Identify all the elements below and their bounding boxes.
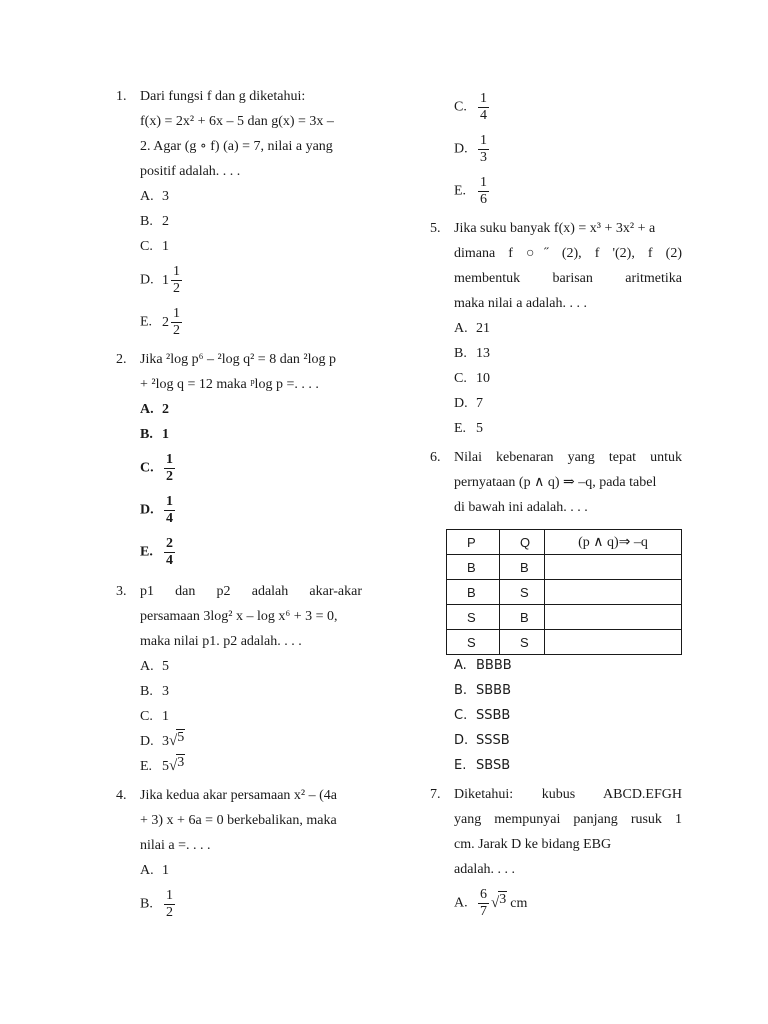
- option-c[interactable]: C. $\frac{1}{2}$: [140, 451, 173, 484]
- fraction: $\frac{6}{7}$: [480, 886, 487, 919]
- fraction: $\frac{1}{4}$: [480, 90, 487, 123]
- table-cell: B: [500, 605, 545, 630]
- fraction: $\frac{2}{4}$: [166, 535, 173, 568]
- option-b[interactable]: B. 3: [140, 684, 169, 699]
- table-cell: B: [500, 555, 545, 580]
- question-5: [430, 216, 682, 441]
- question-text-line: membentuk barisan aritmetika: [454, 271, 682, 286]
- table-cell: S: [500, 630, 545, 655]
- question-text-line: persamaan 3log² x – log x⁶ + 3 = 0,: [140, 609, 338, 624]
- question-number: 3.: [116, 584, 127, 599]
- left-column: [116, 84, 362, 929]
- truth-table: [446, 529, 682, 655]
- question-3: [116, 579, 362, 779]
- option-c[interactable]: C. 1: [140, 709, 169, 724]
- radical-expression: 3 √ 5: [162, 729, 185, 754]
- option-a[interactable]: A. BBBB: [454, 658, 512, 673]
- option-a[interactable]: A. 5: [140, 659, 169, 674]
- option-c[interactable]: C. 10: [454, 371, 490, 386]
- question-text-line: p1 dan p2 adalah akar-akar: [140, 584, 362, 599]
- option-b[interactable]: B. 2: [140, 214, 169, 229]
- option-d[interactable]: D. 3 √ 5: [140, 729, 362, 754]
- table-cell: S: [500, 580, 545, 605]
- question-text-line: dimana f ○˝ (2), f '(2), f (2): [454, 246, 682, 261]
- radical-sign-icon: √: [491, 894, 500, 911]
- option-c[interactable]: C. 1: [140, 239, 169, 254]
- question-6: [430, 445, 682, 778]
- column-header: (p ∧ q)⇒ –q: [545, 530, 682, 555]
- fraction: $\frac{1}{2}$: [166, 887, 173, 920]
- option-d[interactable]: D. $\frac{1}{3}$: [454, 132, 487, 165]
- question-7: [430, 782, 682, 924]
- question-4: [116, 783, 362, 925]
- table-row: [447, 555, 682, 580]
- right-column: [430, 86, 682, 928]
- question-text-line: Jika kedua akar persamaan x² – (4a: [140, 788, 337, 803]
- radical-sign-icon: √: [169, 733, 178, 749]
- option-a[interactable]: A. 1: [140, 863, 169, 878]
- fraction: $\frac{1}{2}$: [173, 305, 180, 338]
- question-number: 1.: [116, 89, 127, 104]
- table-cell: [545, 630, 682, 655]
- radical-expression: √ 3: [491, 891, 507, 916]
- option-e[interactable]: E. 5: [454, 421, 483, 436]
- option-a[interactable]: A. 2: [140, 402, 169, 417]
- question-text-line: adalah. . . .: [454, 862, 516, 877]
- question-number: 7.: [430, 787, 441, 802]
- table-cell: [545, 605, 682, 630]
- unit-label: cm: [510, 895, 528, 911]
- option-a[interactable]: A. 3: [140, 189, 169, 204]
- option-c[interactable]: C. $\frac{1}{4}$: [454, 90, 487, 123]
- question-text-line: maka nilai p1. p2 adalah. . . .: [140, 634, 302, 649]
- option-e[interactable]: E. $\frac{2}{4}$: [140, 535, 173, 568]
- question-text-line: + 3) x + 6a = 0 berkebalikan, maka: [140, 813, 337, 828]
- table-header-row: [447, 530, 682, 555]
- question-text-line: yang mempunyai panjang rusuk 1: [454, 812, 682, 827]
- fraction: $\frac{1}{6}$: [480, 174, 487, 207]
- option-d[interactable]: D. 7: [454, 396, 483, 411]
- question-2: [116, 347, 362, 573]
- option-d[interactable]: D. SSSB: [454, 733, 510, 748]
- table-cell: B: [447, 555, 500, 580]
- question-number: 4.: [116, 788, 127, 803]
- option-a[interactable]: A. $\frac{6}{7}$ √ 3 cm: [454, 886, 528, 919]
- mixed-number: 2 $\frac{1}{2}$: [162, 305, 180, 338]
- option-b[interactable]: B. SBBB: [454, 683, 512, 698]
- question-text-line: Nilai kebenaran yang tepat untuk: [454, 450, 682, 465]
- table-cell: S: [447, 630, 500, 655]
- option-b[interactable]: B. $\frac{1}{2}$: [140, 887, 173, 920]
- table-cell: [545, 580, 682, 605]
- fraction: $\frac{1}{2}$: [173, 263, 180, 296]
- question-text-line: 2. Agar (g ∘ f) (a) = 7, nilai a yang: [140, 139, 333, 154]
- question-text-line: Jika suku banyak f(x) = x³ + 3x² + a: [454, 221, 656, 236]
- question-text-line: positif adalah. . . .: [140, 164, 241, 179]
- option-e[interactable]: E. 5 √ 3: [140, 754, 362, 779]
- question-text-line: nilai a =. . . .: [140, 838, 211, 853]
- question-text-line: di bawah ini adalah. . . .: [454, 500, 588, 515]
- option-b[interactable]: B. 1: [140, 427, 169, 442]
- table-row: [447, 580, 682, 605]
- question-text-line: Jika ²log p⁶ – ²log q² = 8 dan ²log p: [140, 352, 336, 367]
- question-number: 6.: [430, 450, 441, 465]
- option-c[interactable]: C. SSBB: [454, 708, 511, 723]
- radical-sign-icon: √: [169, 758, 178, 774]
- option-e[interactable]: E. $\frac{1}{6}$: [454, 174, 487, 207]
- table-cell: B: [447, 580, 500, 605]
- option-b[interactable]: B. 13: [454, 346, 490, 361]
- question-4-continued: [430, 86, 682, 212]
- fraction: $\frac{1}{4}$: [166, 493, 173, 526]
- mixed-number: 1 $\frac{1}{2}$: [162, 263, 180, 296]
- question-text-line: f(x) = 2x² + 6x – 5 dan g(x) = 3x –: [140, 114, 334, 129]
- question-number: 5.: [430, 221, 441, 236]
- question-text-line: maka nilai a adalah. . . .: [454, 296, 587, 311]
- fraction: $\frac{1}{2}$: [166, 451, 173, 484]
- question-text-line: + ²log q = 12 maka ᵖlog p =. . . .: [140, 377, 319, 392]
- radical-expression: 5 √ 3: [162, 754, 185, 779]
- table-cell: S: [447, 605, 500, 630]
- question-number: 2.: [116, 352, 127, 367]
- question-1: [116, 84, 362, 343]
- fraction: $\frac{1}{3}$: [480, 132, 487, 165]
- option-d[interactable]: D. 1 $\frac{1}{2}$: [140, 259, 362, 301]
- question-text-line: cm. Jarak D ke bidang EBG: [454, 837, 612, 852]
- table-row: [447, 630, 682, 655]
- option-e[interactable]: E. 2 $\frac{1}{2}$: [140, 301, 362, 343]
- option-d[interactable]: D. $\frac{1}{4}$: [140, 493, 173, 526]
- column-header: P: [447, 530, 500, 555]
- table-row: [447, 605, 682, 630]
- question-text-line: pernyataan (p ∧ q) ⇒ –q, pada tabel: [454, 475, 657, 490]
- question-text-line: Diketahui: kubus ABCD.EFGH: [454, 787, 682, 802]
- column-header: Q: [500, 530, 545, 555]
- option-a[interactable]: A. 21: [454, 321, 490, 336]
- option-e[interactable]: E. SBSB: [454, 758, 511, 773]
- table-cell: [545, 555, 682, 580]
- question-text-line: Dari fungsi f dan g diketahui:: [140, 89, 306, 104]
